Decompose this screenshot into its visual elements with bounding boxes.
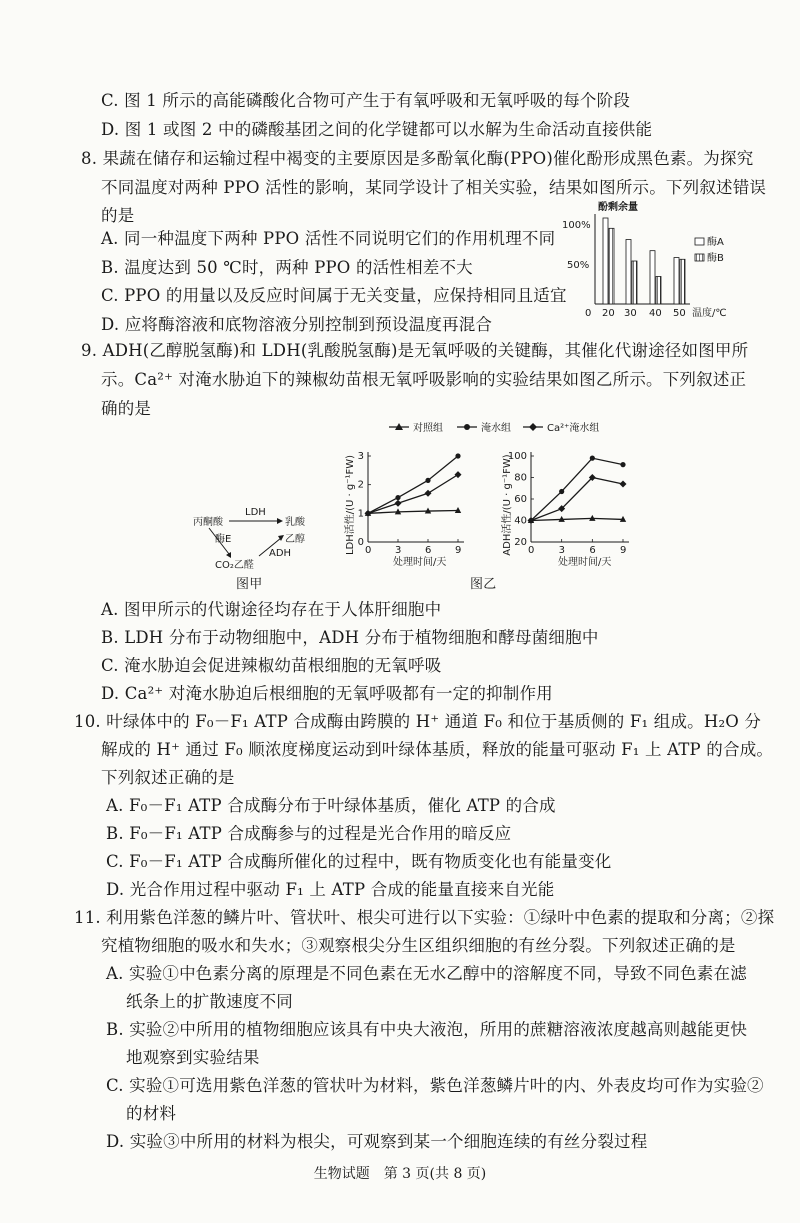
adh-line-2 xyxy=(531,478,623,521)
ldh-point-2-1 xyxy=(395,500,402,507)
q11-option-c-1: C. 实验①可选用紫色洋葱的管状叶为材料，紫色洋葱鳞片叶的内、外表皮均可作为实验② xyxy=(106,1076,764,1095)
q9-stem-3: 确的是 xyxy=(101,399,152,418)
q7-option-d: D. 图 1 或图 2 中的磷酸基团之间的化学键都可以水解为生命活动直接供能 xyxy=(101,120,653,139)
ldh-xlabel: 处理时间/天 xyxy=(393,557,447,568)
adh-ytick-100: 100 xyxy=(507,451,527,462)
adh-xtick-3: 3 xyxy=(558,545,566,556)
ldh-xtick-3: 3 xyxy=(395,545,402,556)
arrow-ldh-head xyxy=(277,518,283,524)
adh-line-1 xyxy=(531,458,623,520)
q9-stem-1: 9. ADH(乙醇脱氢酶)和 LDH(乳酸脱氢酶)是无氧呼吸的关键酶，其催化代谢途径如图甲所 xyxy=(81,341,749,360)
pathway-adh-label: ADH xyxy=(269,548,292,559)
q8-stem-1: 8. 果蔬在储存和运输过程中褐变的主要原因是多酚氧化酶(PPO)催化酚形成黑色素。为探究 xyxy=(81,149,754,168)
adh-xlabel: 处理时间/天 xyxy=(558,557,612,568)
q9-option-c: C. 淹水胁迫会促进辣椒幼苗根细胞的无氧呼吸 xyxy=(101,656,442,675)
adh-xtick-0: 0 xyxy=(528,545,535,556)
ldh-xtick-0: 0 xyxy=(365,545,372,556)
q11-option-a-1: A. 实验①中色素分离的原理是不同色素在无水乙醇中的溶解度不同，导致不同色素在滤 xyxy=(106,964,747,983)
q10-stem-1: 10. 叶绿体中的 F₀－F₁ ATP 合成酶由跨膜的 H⁺ 通道 F₀ 和位于基质侧的 F₁ 组成。H₂O 分 xyxy=(74,712,762,731)
adh-point-1-2 xyxy=(590,456,595,461)
adh-ytick-40: 40 xyxy=(514,515,527,527)
q11-stem-1: 11. 利用紫色洋葱的鳞片叶、管状叶、根尖可进行以下实验：①绿叶中色素的提取和分离；②探 xyxy=(74,908,775,927)
bar-a-50 xyxy=(674,258,679,304)
bar-b-30 xyxy=(632,261,637,304)
ldh-xtick-9: 9 xyxy=(455,545,462,556)
ldh-ytick-2: 2 xyxy=(357,479,364,491)
q9-option-b: B. LDH 分布于动物细胞中，ADH 分布于植物细胞和酵母菌细胞中 xyxy=(101,628,599,647)
legend-label-control: 对照组 xyxy=(413,423,443,434)
ldh-point-1-1 xyxy=(395,495,400,500)
pathway-pyruvate: 丙酮酸 xyxy=(193,517,223,528)
ldh-line-0 xyxy=(368,510,458,513)
adh-ytick-80: 80 xyxy=(514,472,527,484)
legend-swatch-b xyxy=(695,254,704,261)
q8-option-c: C. PPO 的用量以及反应时间属于无关变量，应保持相同且适宜 xyxy=(101,286,567,305)
q9-option-a: A. 图甲所示的代谢途径均存在于人体肝细胞中 xyxy=(101,600,442,619)
legend-label-ca-flood: Ca²⁺淹水组 xyxy=(547,423,600,434)
ldh-line-chart xyxy=(338,440,478,570)
bar-b-50 xyxy=(680,259,685,304)
legend-swatch-a xyxy=(695,238,704,245)
ldh-ytick-3: 3 xyxy=(357,451,364,462)
legend-marker-flood xyxy=(464,424,470,430)
page-footer: 生物试题 第 3 页(共 8 页) xyxy=(313,1166,487,1182)
bar-xtick-40: 40 xyxy=(649,308,662,319)
line-legend xyxy=(385,417,615,437)
pathway-ethanol: 乙醇 xyxy=(285,534,305,545)
ldh-line-1 xyxy=(368,456,458,513)
bar-ytick-50: 50% xyxy=(567,260,590,271)
q11-option-d: D. 实验③中所用的材料为根尖，可观察到某一个细胞连续的有丝分裂过程 xyxy=(106,1132,648,1151)
adh-line-0 xyxy=(531,518,623,520)
q11-option-b-1: B. 实验②中所用的植物细胞应该具有中央大液泡，所用的蔗糖溶液浓度越高则越能更快 xyxy=(106,1020,748,1039)
adh-point-1-3 xyxy=(620,462,625,467)
adh-ylabel: ADH活性/(U · g⁻¹FW) xyxy=(502,454,513,556)
figure-yi-caption: 图乙 xyxy=(470,577,497,592)
q9-option-d: D. Ca²⁺ 对淹水胁迫后根细胞的无氧呼吸都有一定的抑制作用 xyxy=(101,684,553,703)
legend-label-a: 酶A xyxy=(707,237,724,248)
q11-option-a-2: 纸条上的扩散速度不同 xyxy=(126,992,293,1011)
figure-jia-caption: 图甲 xyxy=(236,577,263,592)
bar-a-30 xyxy=(626,240,631,305)
ldh-point-1-3 xyxy=(455,453,460,458)
q8-stem-2: 不同温度对两种 PPO 活性的影响，某同学设计了相关实验，结果如图所示。下列叙述错误 xyxy=(101,178,767,197)
q9-stem-2: 示。Ca²⁺ 对淹水胁迫下的辣椒幼苗根无氧呼吸影响的实验结果如图乙所示。下列叙述正 xyxy=(101,370,747,389)
ppo-bar-chart xyxy=(540,196,740,326)
adh-line-chart xyxy=(495,440,645,570)
q10-stem-3: 下列叙述正确的是 xyxy=(101,768,235,787)
legend-marker-ca-flood xyxy=(529,423,537,431)
pathway-co2-acetaldehyde: CO₂乙醛 xyxy=(215,560,254,571)
bar-xtick-0: 0 xyxy=(585,308,592,319)
ldh-ylabel: LDH活性/(U · g⁻¹FW) xyxy=(345,454,356,556)
adh-xtick-9: 9 xyxy=(620,545,627,556)
q11-option-b-2: 地观察到实验结果 xyxy=(126,1048,260,1067)
bar-xtick-30: 30 xyxy=(624,308,637,319)
q10-option-a: A. F₀－F₁ ATP 合成酶分布于叶绿体基质，催化 ATP 的合成 xyxy=(106,796,556,815)
legend-label-flood: 淹水组 xyxy=(481,423,511,434)
ldh-series xyxy=(365,453,462,516)
legend-label-b: 酶B xyxy=(707,253,724,264)
q8-option-a: A. 同一种温度下两种 PPO 活性不同说明它们的作用机理不同 xyxy=(101,229,556,248)
bar-ytick-100: 100% xyxy=(562,220,591,231)
pathway-ldh-label: LDH xyxy=(245,507,266,518)
bar-xlabel: 温度/℃ xyxy=(692,308,727,319)
bar-a-40 xyxy=(650,251,655,304)
q10-option-b: B. F₀－F₁ ATP 合成酶参与的过程是光合作用的暗反应 xyxy=(106,824,512,843)
ldh-point-2-2 xyxy=(425,490,432,497)
ldh-line-2 xyxy=(368,475,458,514)
ldh-ytick-1: 1 xyxy=(357,508,364,520)
q8-option-b: B. 温度达到 50 ℃时，两种 PPO 的活性相差不大 xyxy=(101,258,473,277)
adh-point-2-3 xyxy=(620,480,627,487)
ldh-ytick-0: 0 xyxy=(357,537,364,548)
bar-xtick-50: 50 xyxy=(673,308,686,319)
q10-option-c: C. F₀－F₁ ATP 合成酶所催化的过程中，既有物质变化也有能量变化 xyxy=(106,852,612,871)
adh-series xyxy=(528,456,627,524)
ldh-point-1-2 xyxy=(425,478,430,483)
bar-ylabel: 酚剩余量 xyxy=(598,202,638,213)
ldh-ticks xyxy=(358,451,462,556)
q8-option-d: D. 应将酶溶液和底物溶液分别控制到预设温度再混合 xyxy=(101,315,493,334)
pathway-lactate: 乳酸 xyxy=(285,517,305,528)
q8-stem-3: 的是 xyxy=(101,206,135,225)
pathway-enzyme-e: 酶E xyxy=(215,534,232,545)
bar-marks xyxy=(603,218,685,304)
q7-option-c: C. 图 1 所示的高能磷酸化合物可产生于有氧呼吸和无氧呼吸的每个阶段 xyxy=(101,91,631,110)
q10-option-d: D. 光合作用过程中驱动 F₁ 上 ATP 合成的能量直接来自光能 xyxy=(106,880,555,899)
bar-b-40 xyxy=(656,276,661,304)
bar-b-20 xyxy=(609,228,614,304)
adh-ytick-60: 60 xyxy=(514,494,527,505)
ldh-xtick-6: 6 xyxy=(425,545,432,556)
adh-ytick-20: 20 xyxy=(514,537,527,548)
q10-stem-2: 解成的 H⁺ 通过 F₀ 顺浓度梯度运动到叶绿体基质，释放的能量可驱动 F₁ 上 ATP 的合成。 xyxy=(101,740,774,759)
ldh-point-2-3 xyxy=(455,471,462,478)
adh-point-1-1 xyxy=(559,489,564,494)
bar-xtick-20: 20 xyxy=(602,308,615,319)
bar-a-20 xyxy=(603,218,608,304)
adh-xtick-6: 6 xyxy=(589,545,596,556)
q11-option-c-2: 的材料 xyxy=(126,1104,177,1123)
q11-stem-2: 究植物细胞的吸水和失水；③观察根尖分生区组织细胞的有丝分裂。下列叙述正确的是 xyxy=(101,936,736,955)
